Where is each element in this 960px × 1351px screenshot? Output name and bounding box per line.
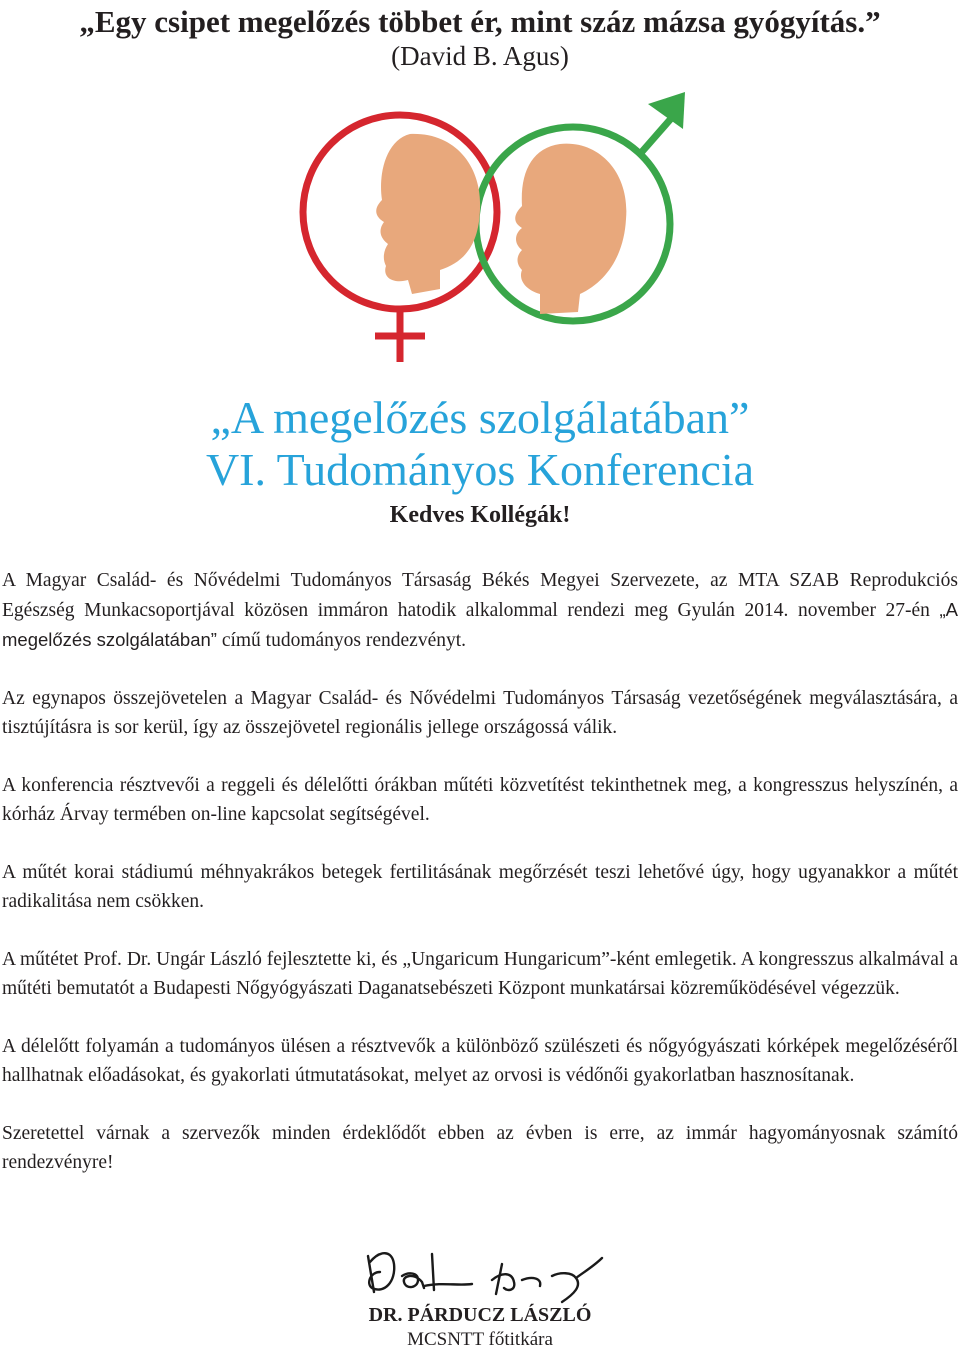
paragraph-7: Szeretettel várnak a szervezők minden érdeklődőt ebben az évben is erre, az immár hagyományosnak számító rendezvényre!: [2, 1123, 958, 1173]
header-quote: „Egy csipet megelőzés többet ér, mint száz mázsa gyógyítás.”: [79, 4, 881, 39]
male-face-icon: [515, 144, 626, 314]
handwritten-signature-icon: [362, 1242, 638, 1312]
quote-author: (David B. Agus): [391, 41, 569, 71]
letter-body: [2, 566, 958, 1206]
paragraph-1-text-b: című tudományos rendezvényt.: [216, 630, 467, 651]
paragraph-1: [2, 566, 958, 655]
paragraph-6: A délelőtt folyamán a tudományos ülésen a résztvevők a különböző szülészeti és nőgyógyászati kórképek megelőzéséről hallhatnak előadásokat, és gyakorlati útmutatásokat, melyet az orvosi is védőnői gyakorlatban hasznosítanak.: [2, 1036, 958, 1086]
female-face-icon: [376, 134, 480, 294]
signatory-name: DR. PÁRDUCZ LÁSZLÓ: [368, 1304, 592, 1326]
greeting: Kedves Kollégák!: [389, 502, 571, 528]
paragraph-3: A konferencia résztvevői a reggeli és délelőtti órákban műtéti közvetítést tekinthetnek meg, a kongresszus helyszínén, a kórház Árvay termében on-line kapcsolat segítségével.: [2, 775, 958, 825]
paragraph-1-text-a: A Magyar Család- és Nővédelmi Tudományos Társaság Békés Megyei Szervezete, az MTA SZAB Reprodukciós Egészség Munkacsoportjával közösen immáron hatodik alkalommal rendezi meg Gyulán 2014. november 27-én: [2, 570, 958, 621]
paragraph-2: Az egynapos összejövetelen a Magyar Család- és Nővédelmi Tudományos Társaság vezetőségének megválasztására, a tisztújításra is sor kerül, így az összejövetel regionális jellege országossá válik.: [2, 688, 958, 738]
signatory-title: MCSNTT főtitkára: [407, 1329, 553, 1350]
conference-title-line1: „A megelőzés szolgálatában”: [210, 392, 750, 443]
paragraph-4: A műtét korai stádiumú méhnyakrákos betegek fertilitásának megőrzését teszi lehetővé úgy, hogy ugyanakkor a műtét radikalitása nem csökken.: [2, 862, 958, 912]
female-male-symbols-icon: [290, 84, 700, 374]
conference-title-line2: VI. Tudományos Konferencia: [205, 444, 755, 495]
paragraph-5: A műtétet Prof. Dr. Ungár László fejlesztette ki, és „Ungaricum Hungaricum”-ként emlegetik. A kongresszus alkalmával a műtéti bemutatót a Budapesti Nőgyógyászati Daganatsebészeti Központ munkatársai közreműködésével végezzük.: [2, 949, 958, 999]
paragraph-1-event-name: „A megelőzés szolgálatában”: [2, 599, 958, 650]
